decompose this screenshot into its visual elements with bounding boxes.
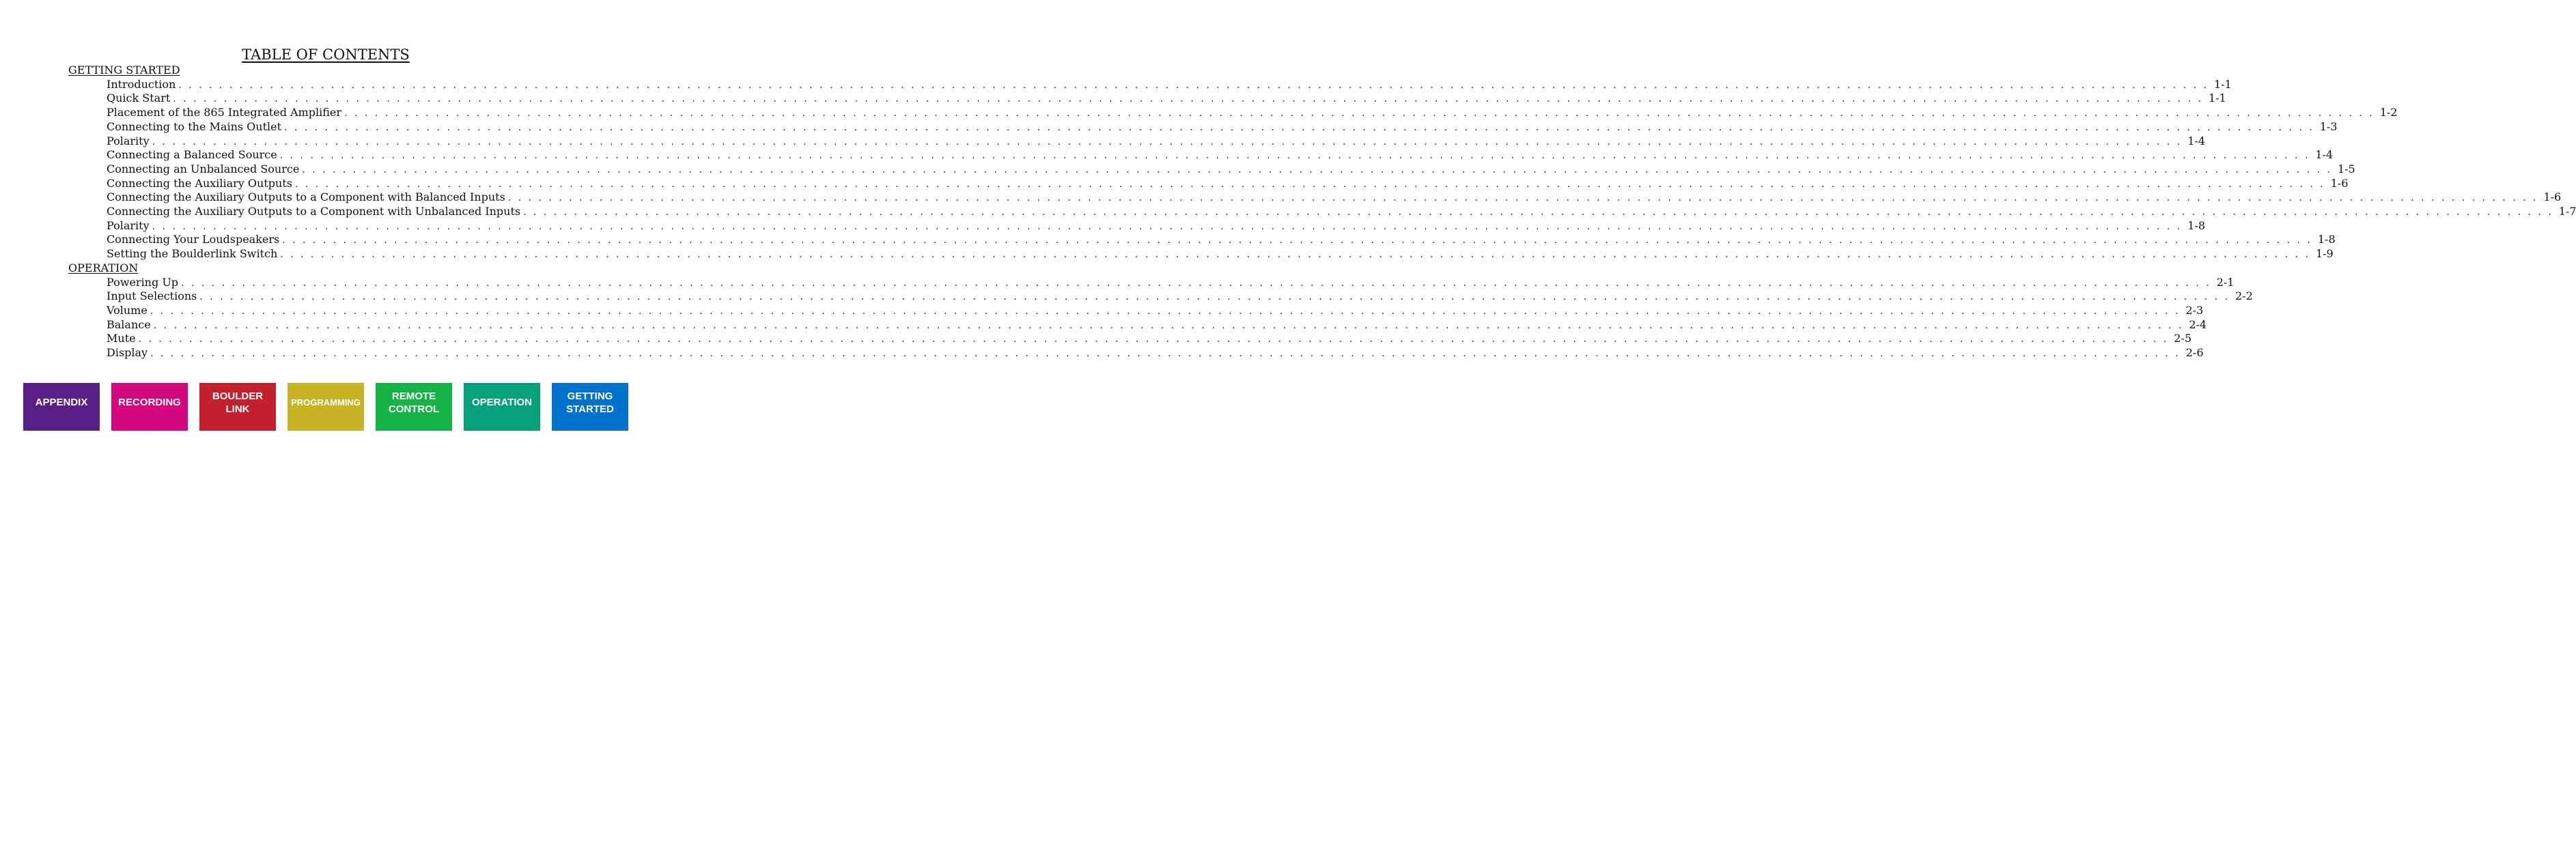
toc-entry-page: 1-5	[2337, 162, 2355, 175]
toc-entry[interactable]	[107, 346, 2204, 360]
toc-entry[interactable]	[107, 275, 2235, 289]
toc-entry[interactable]	[107, 205, 2576, 218]
dot-leader: . . . . . . . . . . . . . . . . . . . . . . . . . . . . . . . . . . . . . . . . . . . . . . . . . . . . . . . . . . . . . . . . . . . . . . . . . . . . . . . . . . . . . . . . . . . . . . . . . . . . . . . . . . . . . . . . . . . . . . . . . . . . . . . . . . . . . . . . . . . . . . . . . . . . . . . . . . . . . . . . . . . . . . . . . . . . . . . . . . . . . . . . . . . . . . . . . . . . . . . .	[178, 79, 2209, 91]
section-tabs	[0, 383, 652, 431]
toc-entry-label: Connecting the Auxiliary Outputs to a Component with Balanced Inputs	[107, 190, 505, 204]
toc-entry-label: Balance	[107, 317, 151, 331]
toc-entry-page: 2-5	[2174, 332, 2192, 345]
dot-leader: . . . . . . . . . . . . . . . . . . . . . . . . . . . . . . . . . . . . . . . . . . . . . . . . . . . . . . . . . . . . . . . . . . . . . . . . . . . . . . . . . . . . . . . . . . . . . . . . . . . . . . . . . . . . . . . . . . . . . . . . . . . . . . . . . . . . . . . . . . . . . . . . . . . . . . . . . . . . . . . . . . . . . . . . . . . . . . . . . . . . . . . . . . . . . . . . . . . . . . . .	[173, 94, 2203, 105]
toc-entry-label: Connecting Your Loudspeakers	[107, 233, 280, 246]
toc-entry-label: Powering Up	[107, 275, 179, 289]
toc-entry-page: 1-7	[2558, 205, 2576, 218]
toc-entry-label: Connecting the Auxiliary Outputs to a Component with Unbalanced Inputs	[107, 205, 521, 218]
toc-entry-label: Connecting an Unbalanced Source	[107, 162, 300, 175]
dot-leader: . . . . . . . . . . . . . . . . . . . . . . . . . . . . . . . . . . . . . . . . . . . . . . . . . . . . . . . . . . . . . . . . . . . . . . . . . . . . . . . . . . . . . . . . . . . . . . . . . . . . . . . . . . . . . . . . . . . . . . . . . . . . . . . . . . . . . . . . . . . . . . . . . . . . . . . . . . . . . . . . . . . . . . . . . . . . . . . . . . . . . . . . . . . . . . . . . . . . . . . .	[138, 334, 2169, 345]
dot-leader: . . . . . . . . . . . . . . . . . . . . . . . . . . . . . . . . . . . . . . . . . . . . . . . . . . . . . . . . . . . . . . . . . . . . . . . . . . . . . . . . . . . . . . . . . . . . . . . . . . . . . . . . . . . . . . . . . . . . . . . . . . . . . . . . . . . . . . . . . . . . . . . . . . . . . . . . . . . . . . . . . . . . . . . . . . . . . . . . . . . . . . . . . . . . . . . . . . . . . . . .	[284, 122, 2314, 133]
dot-leader: . . . . . . . . . . . . . . . . . . . . . . . . . . . . . . . . . . . . . . . . . . . . . . . . . . . . . . . . . . . . . . . . . . . . . . . . . . . . . . . . . . . . . . . . . . . . . . . . . . . . . . . . . . . . . . . . . . . . . . . . . . . . . . . . . . . . . . . . . . . . . . . . . . . . . . . . . . . . . . . . . . . . . . . . . . . . . . . . . . . . . . . . . . . . . . . . . . . . . . . .	[199, 291, 2230, 303]
toc-entry-page: 2-2	[2235, 289, 2253, 303]
dot-leader: . . . . . . . . . . . . . . . . . . . . . . . . . . . . . . . . . . . . . . . . . . . . . . . . . . . . . . . . . . . . . . . . . . . . . . . . . . . . . . . . . . . . . . . . . . . . . . . . . . . . . . . . . . . . . . . . . . . . . . . . . . . . . . . . . . . . . . . . . . . . . . . . . . . . . . . . . . . . . . . . . . . . . . . . . . . . . . . . . . . . . . . . . . . . . . . . . . . . . . . .	[280, 249, 2310, 261]
dot-leader: . . . . . . . . . . . . . . . . . . . . . . . . . . . . . . . . . . . . . . . . . . . . . . . . . . . . . . . . . . . . . . . . . . . . . . . . . . . . . . . . . . . . . . . . . . . . . . . . . . . . . . . . . . . . . . . . . . . . . . . . . . . . . . . . . . . . . . . . . . . . . . . . . . . . . . . . . . . . . . . . . . . . . . . . . . . . . . . . . . . . . . . . . . . . . . . . . . . . . . . .	[152, 136, 2183, 147]
toc-entry-page: 1-2	[2379, 106, 2398, 119]
dot-leader: . . . . . . . . . . . . . . . . . . . . . . . . . . . . . . . . . . . . . . . . . . . . . . . . . . . . . . . . . . . . . . . . . . . . . . . . . . . . . . . . . . . . . . . . . . . . . . . . . . . . . . . . . . . . . . . . . . . . . . . . . . . . . . . . . . . . . . . . . . . . . . . . . . . . . . . . . . . . . . . . . . . . . . . . . . . . . . . . . . . . . . . . . . . . . . . . . . . . . . . .	[152, 220, 2183, 232]
toc-entry-label: Input Selections	[107, 289, 197, 303]
toc-entry-label: Mute	[107, 332, 136, 345]
toc-entry-label: Polarity	[107, 218, 150, 232]
toc-entry-label: Polarity	[107, 134, 150, 147]
dot-leader: . . . . . . . . . . . . . . . . . . . . . . . . . . . . . . . . . . . . . . . . . . . . . . . . . . . . . . . . . . . . . . . . . . . . . . . . . . . . . . . . . . . . . . . . . . . . . . . . . . . . . . . . . . . . . . . . . . . . . . . . . . . . . . . . . . . . . . . . . . . . . . . . . . . . . . . . . . . . . . . . . . . . . . . . . . . . . . . . . . . . . . . . . . . . . . . . . . . . . . . .	[282, 235, 2312, 246]
toc-entry-label: Connecting to the Mains Outlet	[107, 119, 282, 133]
toc-entry[interactable]	[107, 77, 2232, 91]
dot-leader: . . . . . . . . . . . . . . . . . . . . . . . . . . . . . . . . . . . . . . . . . . . . . . . . . . . . . . . . . . . . . . . . . . . . . . . . . . . . . . . . . . . . . . . . . . . . . . . . . . . . . . . . . . . . . . . . . . . . . . . . . . . . . . . . . . . . . . . . . . . . . . . . . . . . . . . . . . . . . . . . . . . . . . . . . . . . . . . . . . . . . . . . . . . . . . . . . . . . . . . .	[523, 207, 2553, 218]
toc-entry[interactable]	[107, 91, 2226, 105]
tab-getting-started[interactable]	[552, 383, 628, 431]
tab-label: RECORDING	[118, 396, 181, 408]
toc-entry-label: Display	[107, 346, 148, 359]
toc-entry[interactable]	[107, 190, 2562, 204]
toc-entry-label: Placement of the 865 Integrated Amplifier	[107, 106, 342, 119]
toc-entry[interactable]	[107, 148, 2334, 162]
toc-entry[interactable]	[107, 134, 2206, 148]
toc-entry-page: 1-8	[2187, 218, 2206, 232]
toc-entry[interactable]	[107, 119, 2338, 134]
toc-entry-page: 1-4	[2315, 148, 2334, 162]
dot-leader: . . . . . . . . . . . . . . . . . . . . . . . . . . . . . . . . . . . . . . . . . . . . . . . . . . . . . . . . . . . . . . . . . . . . . . . . . . . . . . . . . . . . . . . . . . . . . . . . . . . . . . . . . . . . . . . . . . . . . . . . . . . . . . . . . . . . . . . . . . . . . . . . . . . . . . . . . . . . . . . . . . . . . . . . . . . . . . . . . . . . . . . . . . . . . . . . . . . . . . . .	[507, 192, 2538, 204]
toc-entry-page: 1-6	[2543, 190, 2562, 204]
toc-entry[interactable]	[107, 233, 2336, 246]
tab-appendix[interactable]	[23, 383, 100, 431]
toc-entry-label: Connecting a Balanced Source	[107, 148, 277, 162]
tab-label: APPENDIX	[35, 396, 88, 408]
toc-section-heading[interactable]: OPERATION	[68, 261, 139, 274]
toc-entry-page: 1-1	[2213, 77, 2232, 91]
toc-entry-label: Connecting the Auxiliary Outputs	[107, 176, 292, 190]
toc-entry[interactable]	[107, 317, 2207, 332]
dot-leader: . . . . . . . . . . . . . . . . . . . . . . . . . . . . . . . . . . . . . . . . . . . . . . . . . . . . . . . . . . . . . . . . . . . . . . . . . . . . . . . . . . . . . . . . . . . . . . . . . . . . . . . . . . . . . . . . . . . . . . . . . . . . . . . . . . . . . . . . . . . . . . . . . . . . . . . . . . . . . . . . . . . . . . . . . . . . . . . . . . . . . . . . . . . . . . . . . . . . . . . .	[279, 150, 2310, 162]
tab-label: OPERATION	[471, 396, 533, 408]
tab-label: BOULDER LINK	[212, 390, 264, 415]
tab-operation[interactable]	[464, 383, 540, 431]
page-title: TABLE OF CONTENTS	[242, 46, 410, 63]
dot-leader: . . . . . . . . . . . . . . . . . . . . . . . . . . . . . . . . . . . . . . . . . . . . . . . . . . . . . . . . . . . . . . . . . . . . . . . . . . . . . . . . . . . . . . . . . . . . . . . . . . . . . . . . . . . . . . . . . . . . . . . . . . . . . . . . . . . . . . . . . . . . . . . . . . . . . . . . . . . . . . . . . . . . . . . . . . . . . . . . . . . . . . . . . . . . . . . . . . . . . . . .	[294, 178, 2325, 190]
toc-entry-label: Setting the Boulderlink Switch	[107, 247, 278, 261]
toc-entry-page: 1-4	[2187, 134, 2206, 147]
toc-entry-page: 2-3	[2185, 303, 2204, 317]
tab-programming[interactable]	[288, 383, 364, 431]
dot-leader: . . . . . . . . . . . . . . . . . . . . . . . . . . . . . . . . . . . . . . . . . . . . . . . . . . . . . . . . . . . . . . . . . . . . . . . . . . . . . . . . . . . . . . . . . . . . . . . . . . . . . . . . . . . . . . . . . . . . . . . . . . . . . . . . . . . . . . . . . . . . . . . . . . . . . . . . . . . . . . . . . . . . . . . . . . . . . . . . . . . . . . . . . . . . . . . . . . . . . . . .	[344, 108, 2375, 119]
tab-remote-control[interactable]	[376, 383, 452, 431]
toc-entry-page: 1-1	[2208, 91, 2226, 105]
dot-leader: . . . . . . . . . . . . . . . . . . . . . . . . . . . . . . . . . . . . . . . . . . . . . . . . . . . . . . . . . . . . . . . . . . . . . . . . . . . . . . . . . . . . . . . . . . . . . . . . . . . . . . . . . . . . . . . . . . . . . . . . . . . . . . . . . . . . . . . . . . . . . . . . . . . . . . . . . . . . . . . . . . . . . . . . . . . . . . . . . . . . . . . . . . . . . . . . . . . . . . . .	[150, 348, 2181, 359]
toc-entry-page: 1-8	[2317, 233, 2336, 246]
toc-entry-page: 1-3	[2319, 119, 2338, 133]
toc-entry[interactable]	[107, 303, 2204, 317]
dot-leader: . . . . . . . . . . . . . . . . . . . . . . . . . . . . . . . . . . . . . . . . . . . . . . . . . . . . . . . . . . . . . . . . . . . . . . . . . . . . . . . . . . . . . . . . . . . . . . . . . . . . . . . . . . . . . . . . . . . . . . . . . . . . . . . . . . . . . . . . . . . . . . . . . . . . . . . . . . . . . . . . . . . . . . . . . . . . . . . . . . . . . . . . . . . . . . . . . . . . . . . .	[150, 305, 2181, 317]
tab-label: PROGRAMMING	[291, 397, 361, 408]
tab-label: REMOTE CONTROL	[388, 390, 440, 415]
tab-label: GETTING STARTED	[566, 390, 614, 415]
toc-entry-page: 2-6	[2185, 346, 2204, 359]
toc-section-heading[interactable]: GETTING STARTED	[68, 63, 180, 76]
toc-entry-page: 1-9	[2315, 247, 2334, 261]
toc-entry[interactable]	[107, 247, 2334, 261]
dot-leader: . . . . . . . . . . . . . . . . . . . . . . . . . . . . . . . . . . . . . . . . . . . . . . . . . . . . . . . . . . . . . . . . . . . . . . . . . . . . . . . . . . . . . . . . . . . . . . . . . . . . . . . . . . . . . . . . . . . . . . . . . . . . . . . . . . . . . . . . . . . . . . . . . . . . . . . . . . . . . . . . . . . . . . . . . . . . . . . . . . . . . . . . . . . . . . . . . . . . . . . .	[181, 277, 2211, 289]
toc-entry-page: 2-4	[2189, 317, 2207, 331]
dot-leader: . . . . . . . . . . . . . . . . . . . . . . . . . . . . . . . . . . . . . . . . . . . . . . . . . . . . . . . . . . . . . . . . . . . . . . . . . . . . . . . . . . . . . . . . . . . . . . . . . . . . . . . . . . . . . . . . . . . . . . . . . . . . . . . . . . . . . . . . . . . . . . . . . . . . . . . . . . . . . . . . . . . . . . . . . . . . . . . . . . . . . . . . . . . . . . . . . . . . . . . .	[302, 164, 2332, 175]
tab-boulder-link[interactable]	[199, 383, 276, 431]
toc-entry-label: Introduction	[107, 77, 176, 91]
tab-recording[interactable]	[111, 383, 188, 431]
toc-entry[interactable]	[107, 332, 2192, 345]
toc-entry-page: 2-1	[2216, 275, 2235, 289]
toc-entry-page: 1-6	[2330, 176, 2349, 190]
toc-entry-label: Volume	[107, 303, 148, 317]
dot-leader: . . . . . . . . . . . . . . . . . . . . . . . . . . . . . . . . . . . . . . . . . . . . . . . . . . . . . . . . . . . . . . . . . . . . . . . . . . . . . . . . . . . . . . . . . . . . . . . . . . . . . . . . . . . . . . . . . . . . . . . . . . . . . . . . . . . . . . . . . . . . . . . . . . . . . . . . . . . . . . . . . . . . . . . . . . . . . . . . . . . . . . . . . . . . . . . . . . . . . . . .	[153, 319, 2184, 331]
toc-entry[interactable]	[107, 162, 2355, 176]
toc-entry[interactable]	[107, 289, 2253, 303]
toc-entry[interactable]	[107, 106, 2398, 119]
toc-entry-label: Quick Start	[107, 91, 171, 105]
toc-entry[interactable]	[107, 218, 2206, 233]
toc-entry[interactable]	[107, 176, 2349, 190]
